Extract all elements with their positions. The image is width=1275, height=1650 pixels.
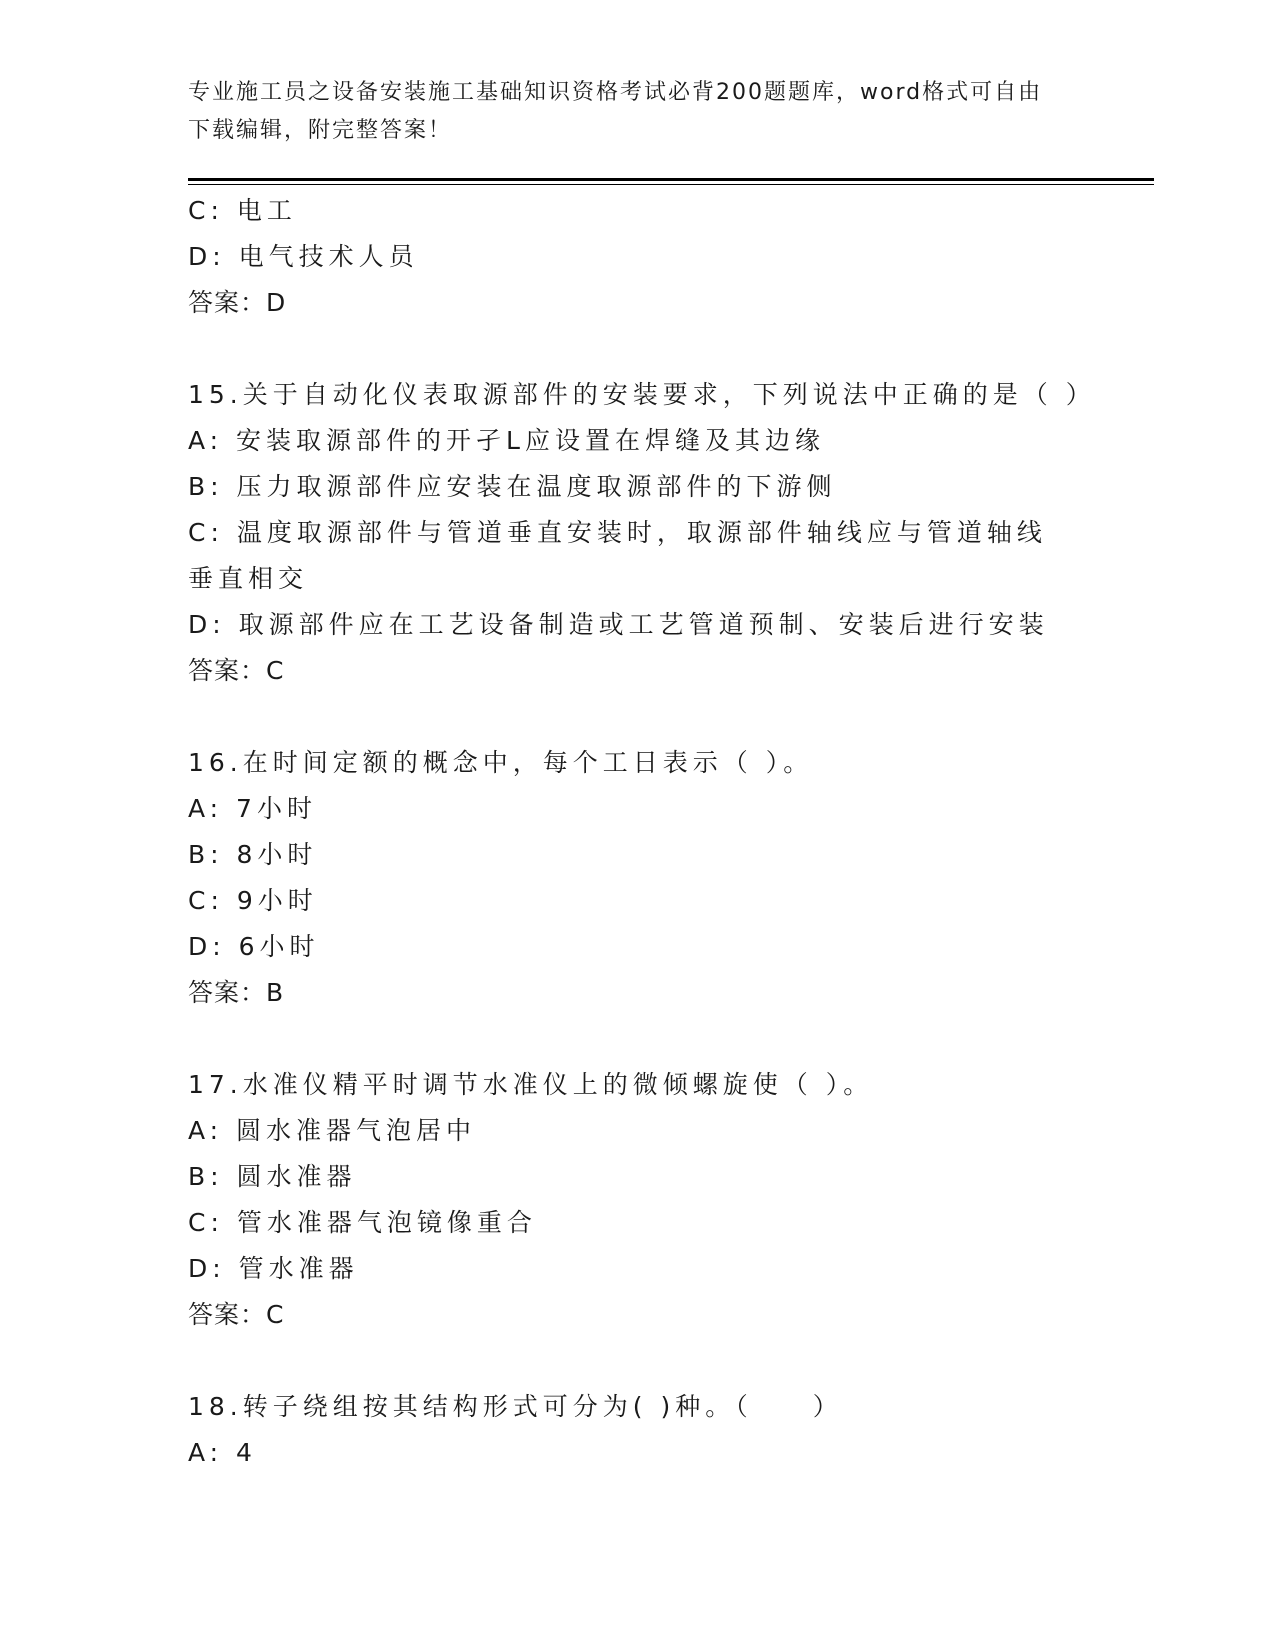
question-content: [188, 188, 1108, 1476]
option-c: C: 温度取源部件与管道垂直安装时，取源部件轴线应与管道轴线垂直相交: [188, 518, 1047, 593]
option-c: C: 管水准器气泡镜像重合: [188, 1208, 537, 1237]
option-c: C: 9小时: [188, 886, 318, 915]
option-d: D: 6小时: [188, 932, 320, 961]
option-b: B: 压力取源部件应安装在温度取源部件的下游侧: [188, 472, 837, 501]
spacer: [188, 1338, 1108, 1384]
answer: 答案：C: [188, 1300, 285, 1329]
header-divider-thin: [188, 184, 1154, 185]
option-c: C: 电工: [188, 196, 297, 225]
spacer: [188, 326, 1108, 372]
header-line-2: 下载编辑，附完整答案！: [188, 118, 453, 143]
spacer: [188, 1016, 1108, 1062]
option-a: A: 4: [188, 1438, 257, 1467]
question-17: [188, 1062, 1108, 1338]
answer: 答案：C: [188, 656, 285, 685]
option-a: A: 安装取源部件的开孑L应设置在焊缝及其边缘: [188, 426, 825, 455]
question-15: [188, 372, 1108, 694]
question-14-continuation: [188, 188, 1108, 326]
option-d: D: 电气技术人员: [188, 242, 419, 271]
option-a: A: 圆水准器气泡居中: [188, 1116, 477, 1145]
answer: 答案：D: [188, 288, 287, 317]
document-header: [188, 74, 1088, 150]
answer: 答案：B: [188, 978, 285, 1007]
question-18: [188, 1384, 1108, 1476]
question-text: 17.水准仪精平时调节水准仪上的微倾螺旋使（ ）。: [188, 1070, 874, 1099]
option-b: B: 圆水准器: [188, 1162, 357, 1191]
spacer: [188, 694, 1108, 740]
option-a: A: 7小时: [188, 794, 317, 823]
option-b: B: 8小时: [188, 840, 318, 869]
question-text: 18.转子绕组按其结构形式可分为( )种。（ ）: [188, 1392, 843, 1421]
option-d: D: 取源部件应在工艺设备制造或工艺管道预制、安装后进行安装: [188, 610, 1049, 639]
header-line-1: 专业施工员之设备安装施工基础知识资格考试必背200题题库，word格式可自由: [188, 80, 1043, 105]
option-d: D: 管水准器: [188, 1254, 359, 1283]
header-divider-thick: [188, 178, 1154, 181]
question-text: 15.关于自动化仪表取源部件的安装要求，下列说法中正确的是（ ）: [188, 380, 1096, 409]
question-text: 16.在时间定额的概念中，每个工日表示（ ）。: [188, 748, 814, 777]
question-16: [188, 740, 1108, 1016]
